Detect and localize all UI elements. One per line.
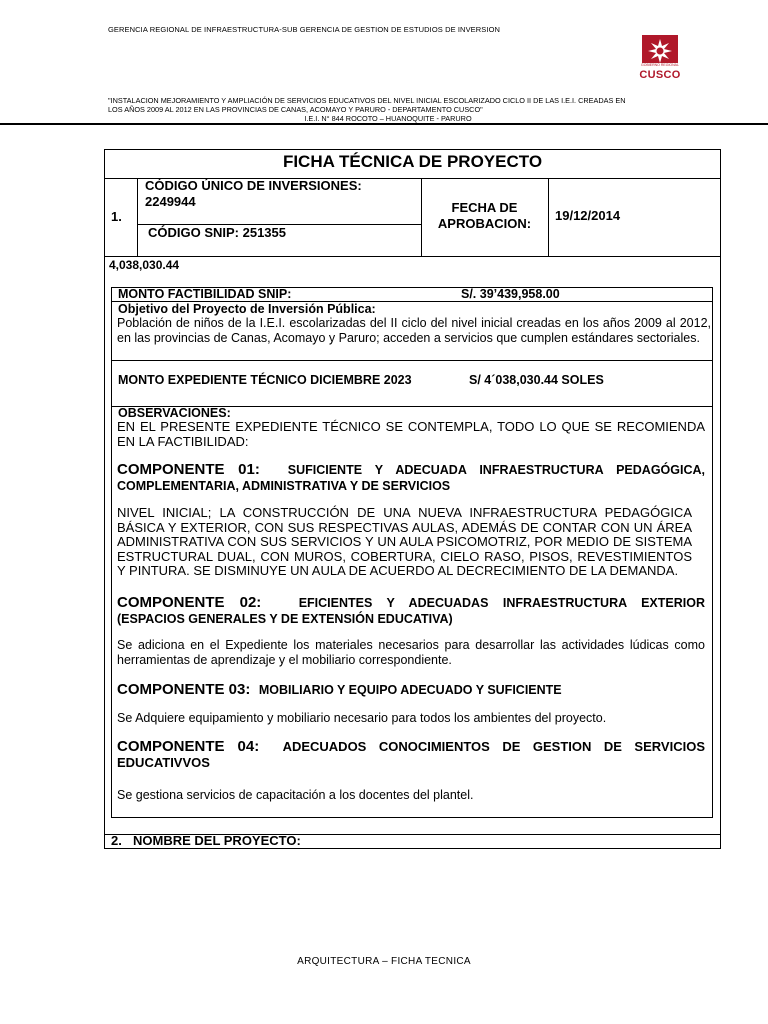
divider [112, 360, 712, 361]
componente-02-head: COMPONENTE 02: [117, 594, 262, 611]
project-line-1: "INSTALACION MEJORAMIENTO Y AMPLIACIÓN DE SERVICIOS EDUCATIVOS DEL NIVEL INICIAL ESCOLARIZADO CICLO II DE LAS I.E.I. CREADAS EN [108, 96, 626, 105]
fecha-label-2: APROBACION: [437, 216, 532, 231]
componente-04-title: ADECUADOS CONOCIMIENTOS DE GESTION DE SERVICIOS EDUCATIVVOS [117, 739, 705, 770]
cusco-logo [638, 33, 682, 81]
project-header [108, 96, 668, 123]
componente-03-text: Se Adquiere equipamiento y mobiliario necesario para todos los ambientes del proyecto. [117, 711, 607, 725]
monto-exp-label: MONTO EXPEDIENTE TÉCNICO DICIEMBRE 2023 [118, 373, 412, 387]
componente-02-text: Se adiciona en el Expediente los materiales necesarios para desarrollar las actividades lúdicas como herramientas de aprendizaje y el mobiliario correspondiente. [117, 638, 705, 667]
componente-03-heading [117, 681, 705, 699]
header-divider [0, 123, 768, 125]
componente-02-heading [117, 595, 705, 627]
divider [105, 256, 720, 257]
monto-snip-label: MONTO FACTIBILIDAD SNIP: [118, 287, 292, 301]
componente-01-heading [117, 462, 705, 494]
row-number: 1. [111, 209, 122, 224]
project-line-2: LOS AÑOS 2009 AL 2012 EN LAS PROVINCIAS DE CANAS, ACOMAYO Y PARURO - DEPARTAMENTO CUSCO" [108, 105, 483, 114]
logo-title: CUSCO [639, 69, 681, 81]
section-2-label: NOMBRE DEL PROYECTO: [133, 833, 301, 848]
sheet-title: FICHA TÉCNICA DE PROYECTO [282, 152, 543, 171]
observaciones-label: OBSERVACIONES: [118, 406, 231, 420]
componente-01-text: NIVEL INICIAL; LA CONSTRUCCIÓN DE UNA NUEVA INFRAESTRUCTURA PEDAGÓGICA BÁSICA Y EXTERIOR, CON SUS RESPECTIVAS AULAS, ADEMÁS DE CONTAR CON UN ÁREA ADMINISTRATIVA CON SUS SERVICIOS Y UN AULA PSICOMOTRIZ, POR MEDIO DE SISTEMA ESTRUCTURAL DUAL, CON MUROS, COBERTURA, CIELO RASO, PISOS, REVESTIMIENTOS Y PINTURA. SE DISMINUYE UN AULA DE ACUERDO AL DECRECIMIENTO DE LA DEMANDA. [117, 505, 692, 578]
monto-snip-value: S/. 39’439,958.00 [461, 287, 560, 301]
codigo-unico [145, 178, 415, 210]
codigo-snip: CÓDIGO SNIP: 251355 [148, 225, 286, 240]
observaciones-text: EN EL PRESENTE EXPEDIENTE TÉCNICO SE CONTEMPLA, TODO LO QUE SE RECOMIENDA EN LA FACTIBILIDAD: [117, 419, 705, 449]
componente-03-title: MOBILIARIO Y EQUIPO ADECUADO Y SUFICIENTE [258, 683, 562, 697]
fecha-value: 19/12/2014 [555, 208, 621, 223]
objetivo-text: Población de niños de la I.E.I. escolarizadas del II ciclo del nivel inicial creadas en los años 2009 al 2012, en las provincias de Canas, Acomayo y Paruro; acceden a servicios que cumplen estándares sectoriales. [117, 316, 711, 345]
divider [548, 178, 549, 256]
amount: 4,038,030.44 [109, 258, 180, 272]
componente-04-heading [117, 739, 705, 771]
componente-02-title: EFICIENTES Y ADECUADAS INFRAESTRUCTURA EXTERIOR (ESPACIOS GENERALES Y DE EXTENSIÓN EDUCATIVA) [117, 596, 705, 626]
fecha-label [421, 200, 548, 232]
componente-04-text: Se gestiona servicios de capacitación a los docentes del plantel. [117, 788, 474, 802]
componente-01-title: SUFICIENTE Y ADECUADA INFRAESTRUCTURA PEDAGÓGICA, COMPLEMENTARIA, ADMINISTRATIVA Y DE SERVICIOS [117, 463, 705, 493]
logo-subtitle: GOBIERNO REGIONAL [641, 63, 679, 67]
divider [137, 178, 138, 256]
project-line-3: I.E.I. N° 844 ROCOTO – HUANOQUITE - PARURO [304, 114, 472, 123]
componente-04-head: COMPONENTE 04: [117, 738, 260, 755]
monto-exp-value: S/ 4´038,030.44 SOLES [469, 373, 604, 387]
objetivo-label: Objetivo del Proyecto de Inversión Pública: [118, 302, 376, 316]
fecha-label-1: FECHA DE [451, 200, 518, 215]
componente-03-head: COMPONENTE 03: [117, 681, 251, 698]
org-header: GERENCIA REGIONAL DE INFRAESTRUCTURA-SUB GERENCIA DE GESTION DE ESTUDIOS DE INVERSION [108, 25, 501, 34]
section-2-number: 2. [111, 833, 122, 848]
codigo-unico-value: 2249944 [145, 194, 196, 209]
componente-01-head: COMPONENTE 01: [117, 461, 260, 478]
page-footer: ARQUITECTURA – FICHA TECNICA [297, 956, 471, 967]
codigo-unico-label: CÓDIGO ÚNICO DE INVERSIONES: [145, 178, 362, 193]
